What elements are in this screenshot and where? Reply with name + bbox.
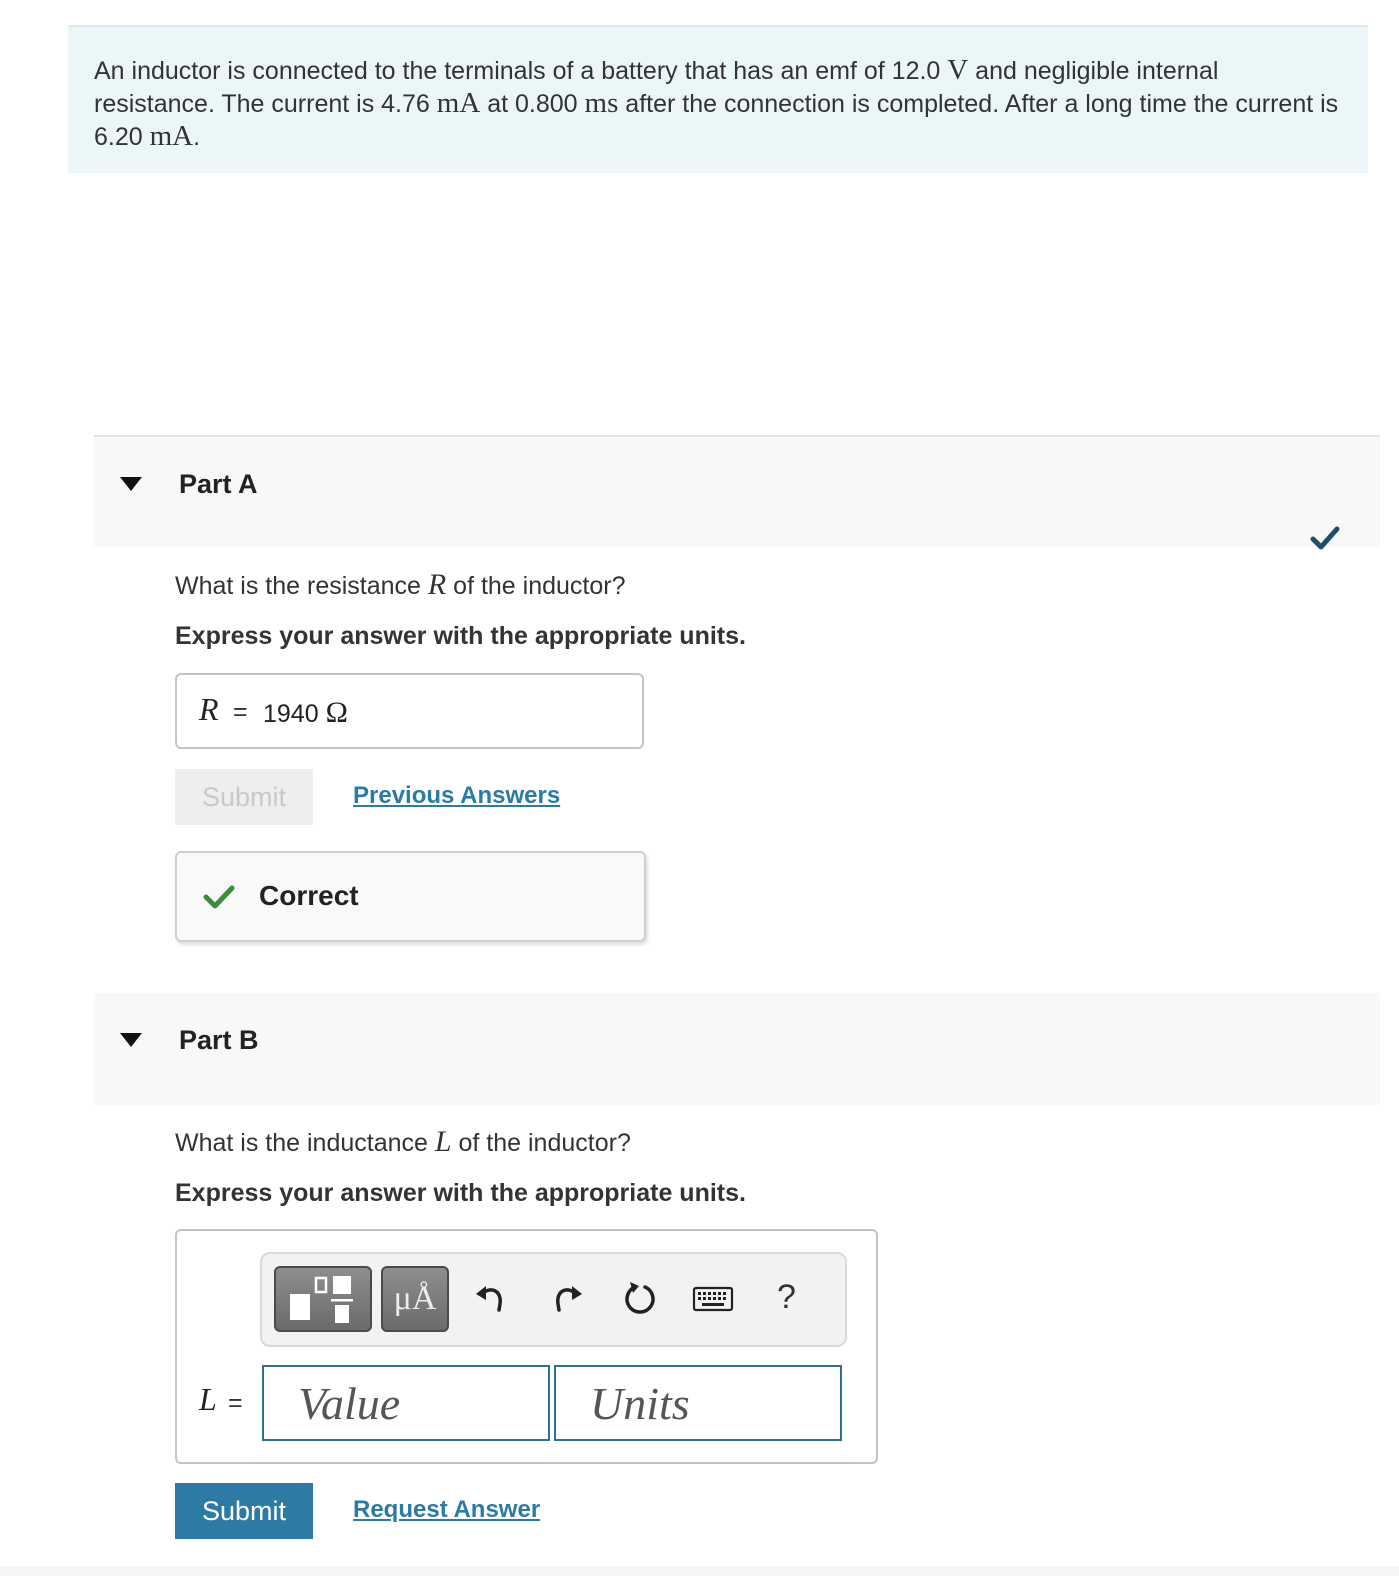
part-a-answer-display xyxy=(175,673,644,749)
part-b-title: Part B xyxy=(179,1025,259,1055)
intro-text-5: . xyxy=(193,123,201,151)
check-icon xyxy=(1310,524,1340,552)
intro-text-3: at 0.800 xyxy=(480,90,585,118)
math-toolbar xyxy=(260,1252,847,1347)
reset-icon[interactable] xyxy=(622,1280,658,1316)
unit-milliseconds: ms xyxy=(584,87,619,119)
answer-value-display xyxy=(263,696,348,730)
value-input[interactable] xyxy=(262,1365,550,1441)
request-answer-link[interactable]: Request Answer xyxy=(353,1496,541,1523)
help-button[interactable]: ? xyxy=(777,1278,796,1316)
units-button[interactable]: μÅ xyxy=(381,1266,449,1332)
keyboard-icon[interactable] xyxy=(692,1280,734,1316)
part-b-question xyxy=(175,1125,631,1159)
question-text: What is the inductance xyxy=(175,1129,435,1157)
equals-sign: = xyxy=(233,698,248,726)
templates-button[interactable] xyxy=(274,1266,372,1332)
green-check-icon xyxy=(203,884,235,910)
unit-volts: V xyxy=(947,54,969,86)
answer-unit: Ω xyxy=(325,696,348,729)
page-bottom-divider xyxy=(0,1566,1399,1576)
question-text-end: of the inductor? xyxy=(446,572,626,600)
question-variable: L xyxy=(434,1125,452,1158)
part-a-title: Part A xyxy=(179,469,258,499)
part-a-submit-button[interactable]: Submit xyxy=(175,769,313,825)
caret-down-icon[interactable] xyxy=(120,477,142,491)
part-b-header[interactable] xyxy=(94,993,1380,1105)
part-b-answer-editor xyxy=(175,1229,878,1464)
caret-down-icon[interactable] xyxy=(120,1033,142,1047)
question-text: What is the resistance xyxy=(175,572,428,600)
units-input[interactable] xyxy=(554,1365,842,1441)
part-b-submit-button[interactable]: Submit xyxy=(175,1483,313,1539)
answer-variable: L xyxy=(199,1381,217,1417)
part-b-instruction: Express your answer with the appropriate units. xyxy=(175,1179,746,1207)
part-a-instruction: Express your answer with the appropriate units. xyxy=(175,622,746,650)
answer-variable: R xyxy=(199,691,219,727)
undo-icon[interactable] xyxy=(472,1280,508,1316)
unit-milliamps-final: mA xyxy=(149,120,194,152)
answer-value: 1940 xyxy=(263,700,319,728)
unit-milliamps: mA xyxy=(436,87,481,119)
templates-icon xyxy=(276,1268,370,1330)
intro-text-2: and negligible internal resistance. The current is 4.76 xyxy=(94,57,1219,118)
part-a-header[interactable] xyxy=(94,435,1380,547)
redo-icon[interactable] xyxy=(550,1280,586,1316)
question-text-end: of the inductor? xyxy=(451,1129,631,1157)
question-variable: R xyxy=(427,568,447,601)
intro-text-1: An inductor is connected to the terminals of a battery that has an emf of 12.0 xyxy=(94,57,948,85)
correct-feedback xyxy=(175,851,646,942)
feedback-label: Correct xyxy=(259,880,359,911)
problem-statement xyxy=(68,25,1368,173)
equals-sign: = xyxy=(228,1389,243,1417)
intro-text-4: after the connection is completed. After a long time the current is 6.20 xyxy=(94,90,1339,151)
part-a-question xyxy=(175,568,626,602)
previous-answers-link[interactable]: Previous Answers xyxy=(353,782,561,809)
